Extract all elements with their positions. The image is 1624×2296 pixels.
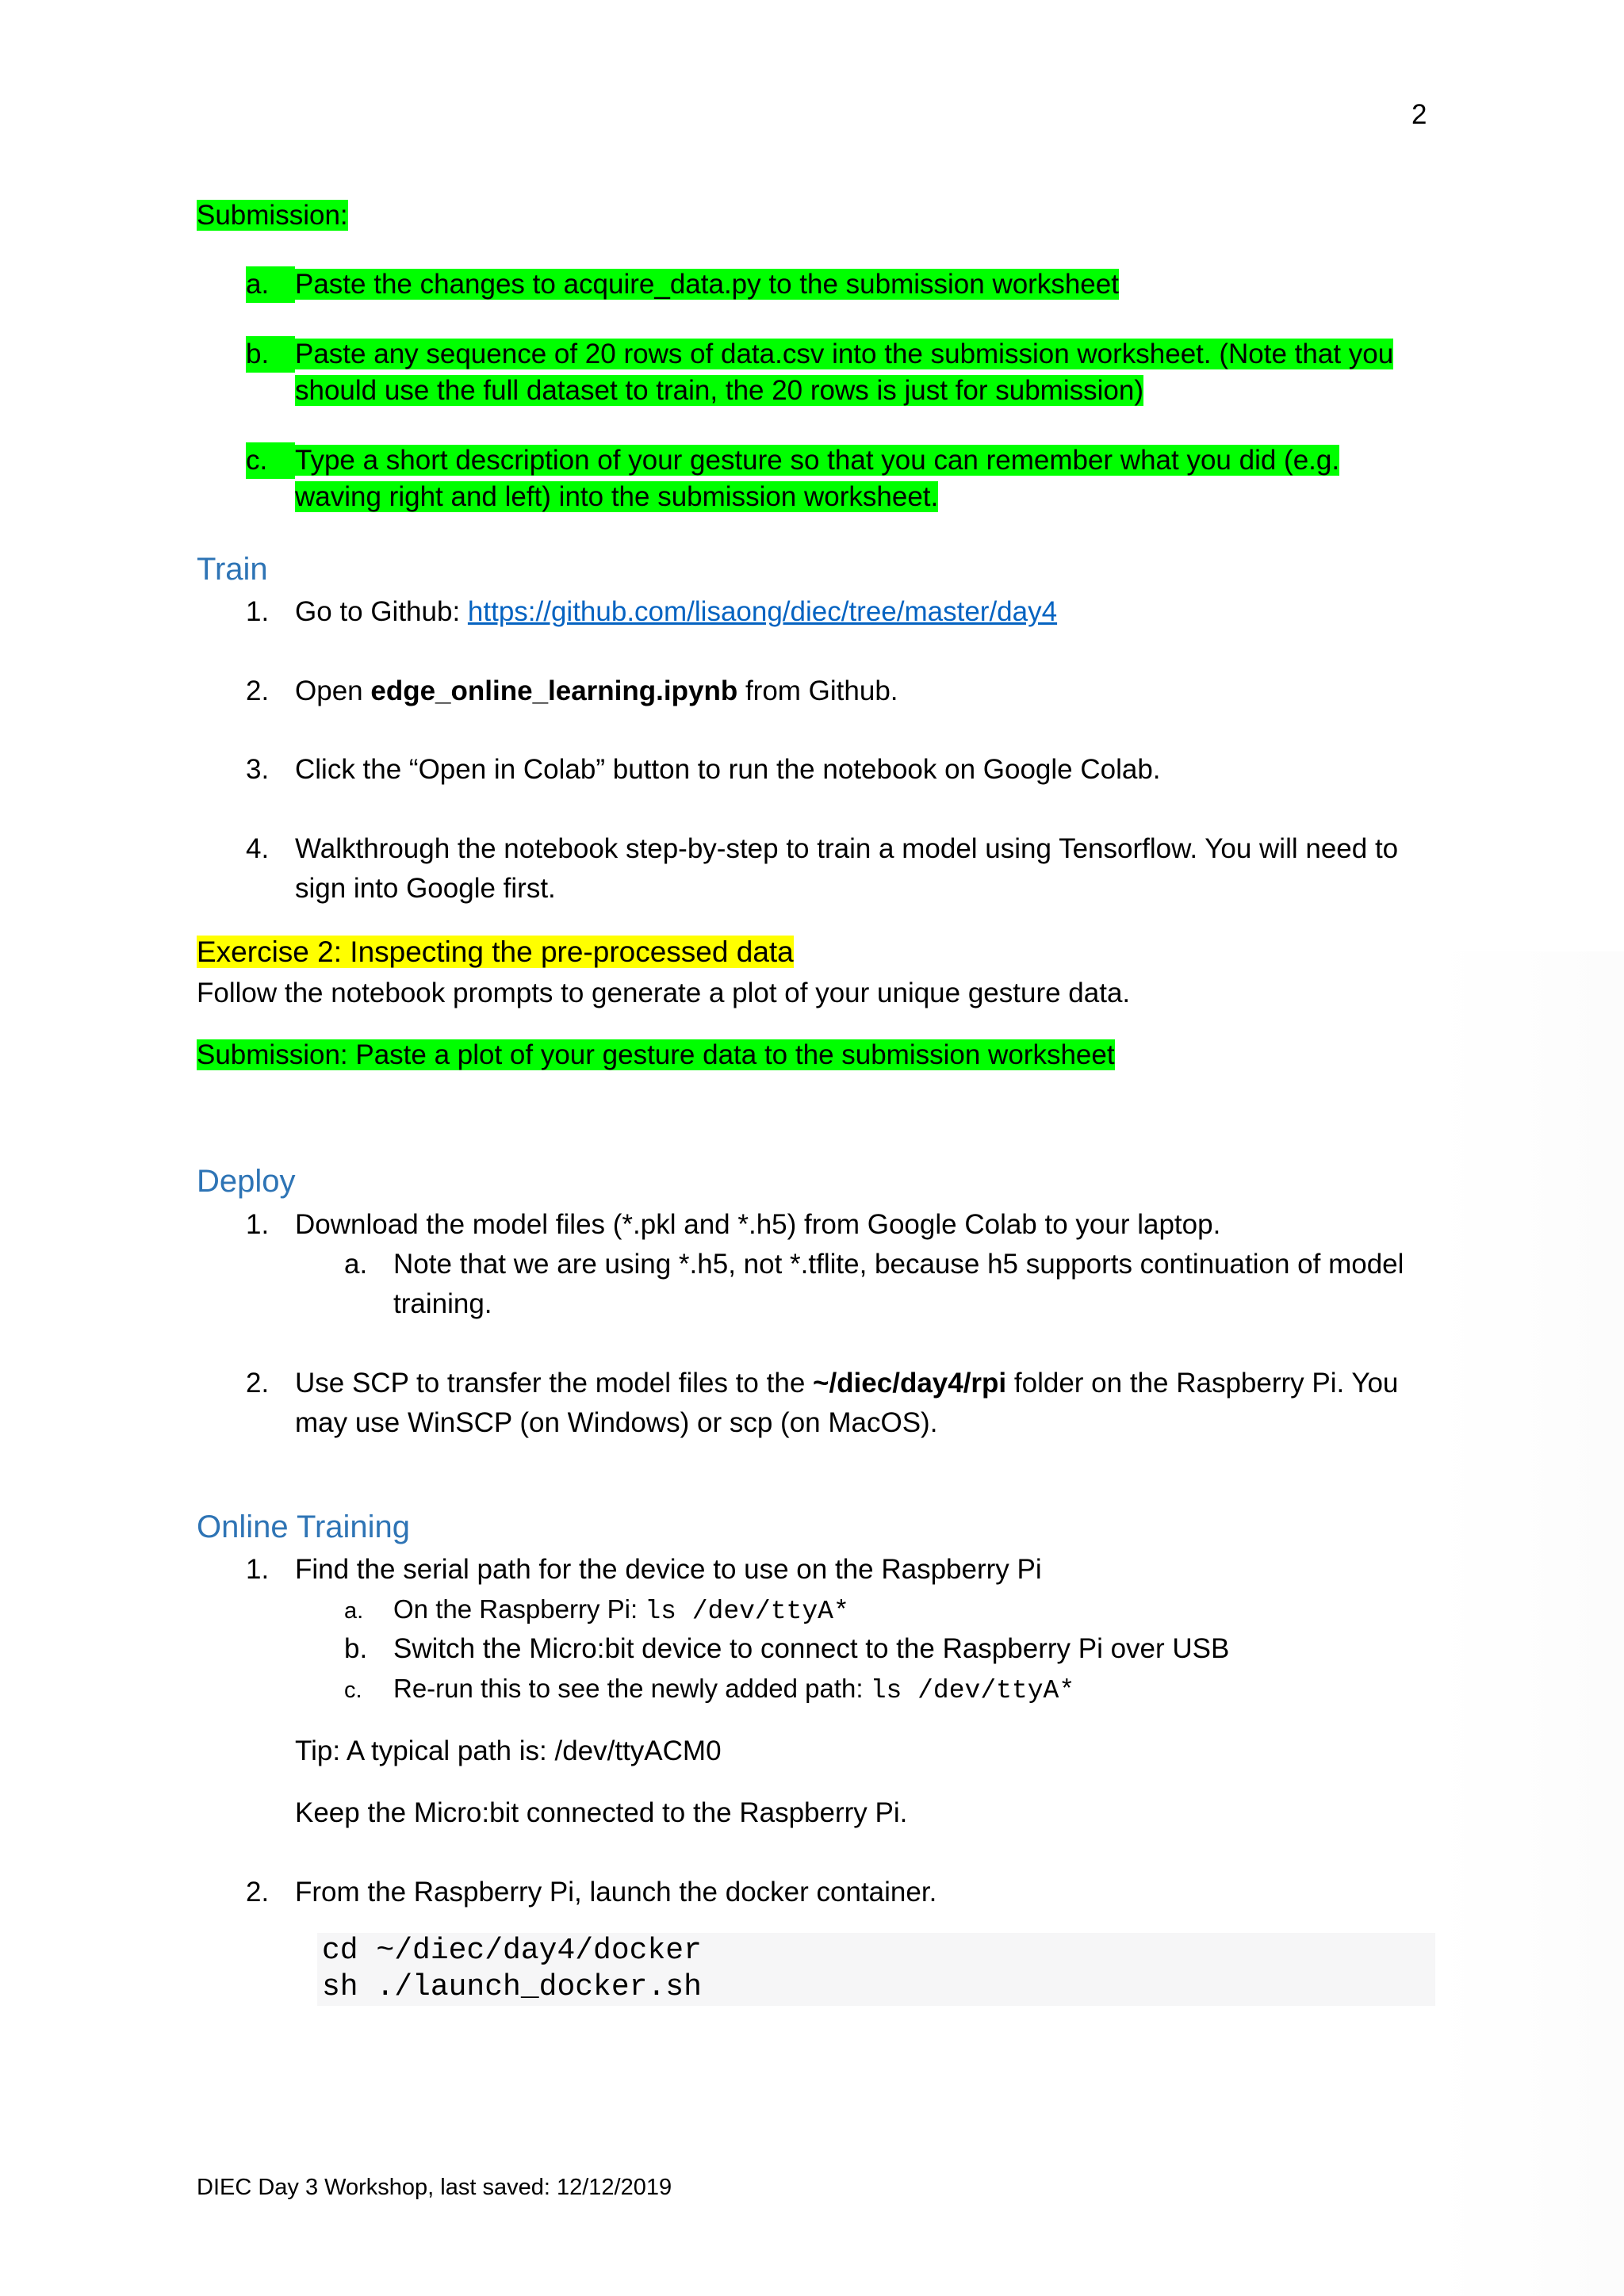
online-keep-note: Keep the Micro:bit connected to the Raspberry Pi. xyxy=(295,1797,908,1828)
submission-item-b-cont xyxy=(295,373,1143,409)
exercise-title: Exercise 2: Inspecting the pre-processed data xyxy=(197,936,794,968)
train-item-4 xyxy=(246,831,1398,867)
list-text: folder on the Raspberry Pi. You xyxy=(1006,1368,1399,1399)
submission-item-text: Type a short description of your gesture so that you can remember what you did (e.g. xyxy=(295,445,1340,476)
deploy-item-2-cont: may use WinSCP (on Windows) or scp (on MacOS). xyxy=(295,1407,938,1438)
deploy-heading: Deploy xyxy=(197,1164,296,1199)
online-sub-c xyxy=(344,1670,1074,1709)
list-text: Open xyxy=(295,675,371,706)
list-text: Go to Github: xyxy=(295,596,468,627)
inline-code: ls /dev/ttyA* xyxy=(645,1597,849,1626)
code-block xyxy=(317,1933,1435,2006)
exercise-submission-text: Submission: Paste a plot of your gesture data to the submission worksheet xyxy=(197,1039,1115,1070)
submission-item-c xyxy=(246,442,1339,479)
list-marker: 3. xyxy=(246,754,270,785)
deploy-item-2 xyxy=(246,1365,1398,1402)
github-link[interactable]: https://github.com/lisaong/diec/tree/master/day4 xyxy=(467,596,1058,627)
train-item-2 xyxy=(246,673,898,710)
notebook-filename: edge_online_learning.ipynb xyxy=(370,675,738,706)
submission-item-marker: b. xyxy=(246,336,295,373)
list-text: On the Raspberry Pi: xyxy=(393,1594,645,1624)
exercise-body: Follow the notebook prompts to generate a plot of your unique gesture data. xyxy=(197,978,1131,1008)
page-edge-shade xyxy=(1435,951,1624,2296)
online-sub-b xyxy=(344,1631,1229,1667)
train-item-3 xyxy=(246,752,1161,788)
code-line: cd ~/diec/day4/docker xyxy=(322,1934,702,1968)
list-marker: b. xyxy=(344,1633,368,1664)
list-text: Download the model files (*.pkl and *.h5) from Google Colab to your laptop. xyxy=(295,1209,1221,1240)
list-marker: 2. xyxy=(246,675,270,706)
list-marker: a. xyxy=(344,1598,364,1624)
submission-item-marker: c. xyxy=(246,442,295,479)
train-heading: Train xyxy=(197,552,268,587)
submission-item-text: waving right and left) into the submission worksheet. xyxy=(295,481,939,512)
deploy-item-1a xyxy=(344,1246,1404,1283)
list-text: Re-run this to see the newly added path: xyxy=(393,1674,871,1703)
online-sub-a xyxy=(344,1591,849,1630)
code-line: sh ./launch_docker.sh xyxy=(322,1970,702,2004)
online-tip: Tip: A typical path is: /dev/ttyACM0 xyxy=(295,1735,722,1766)
deploy-item-1a-cont: training. xyxy=(393,1288,492,1319)
submission-item-text: should use the full dataset to train, the 20 rows is just for submission) xyxy=(295,375,1143,406)
online-item-2 xyxy=(246,1874,936,1911)
submission-item-b xyxy=(246,336,1393,373)
page-number: 2 xyxy=(1411,99,1427,130)
list-marker: a. xyxy=(344,1249,368,1280)
list-text: Click the “Open in Colab” button to run the notebook on Google Colab. xyxy=(295,754,1161,785)
list-marker: 2. xyxy=(246,1368,270,1399)
submission-item-text: Paste the changes to acquire_data.py to the submission worksheet xyxy=(295,269,1119,300)
online-item-1 xyxy=(246,1552,1042,1588)
list-marker: 1. xyxy=(246,596,270,627)
list-marker: 1. xyxy=(246,1554,270,1585)
list-marker: 1. xyxy=(246,1209,270,1240)
page-footer: DIEC Day 3 Workshop, last saved: 12/12/2019 xyxy=(197,2175,672,2200)
exercise-submission xyxy=(197,1037,1115,1073)
submission-item-text: Paste any sequence of 20 rows of data.csv into the submission worksheet. (Note that you xyxy=(295,339,1394,369)
submission-heading-text: Submission: xyxy=(197,200,348,231)
list-text: Walkthrough the notebook step-by-step to train a model using Tensorflow. You will need to xyxy=(295,833,1399,864)
list-text: Switch the Micro:bit device to connect to the Raspberry Pi over USB xyxy=(393,1633,1230,1664)
list-text: Find the serial path for the device to use on the Raspberry Pi xyxy=(295,1554,1042,1585)
submission-item-marker: a. xyxy=(246,266,295,303)
list-marker: 4. xyxy=(246,833,270,864)
exercise-heading xyxy=(197,934,794,970)
inline-code: ls /dev/ttyA* xyxy=(870,1676,1075,1705)
list-text: Note that we are using *.h5, not *.tflite, because h5 supports continuation of model xyxy=(393,1249,1404,1280)
rpi-folder-path: ~/diec/day4/rpi xyxy=(813,1368,1007,1399)
train-item-1 xyxy=(246,594,1057,630)
list-text: From the Raspberry Pi, launch the docker container. xyxy=(295,1877,937,1908)
list-text: from Github. xyxy=(737,675,898,706)
list-text: Use SCP to transfer the model files to the xyxy=(295,1368,814,1399)
deploy-item-1 xyxy=(246,1207,1220,1243)
list-marker: 2. xyxy=(246,1877,270,1908)
train-item-4-cont: sign into Google first. xyxy=(295,873,556,904)
submission-heading xyxy=(197,197,348,234)
online-training-heading: Online Training xyxy=(197,1510,411,1544)
list-marker: c. xyxy=(344,1678,362,1703)
submission-item-a xyxy=(246,266,1119,303)
submission-item-c-cont xyxy=(295,479,938,515)
